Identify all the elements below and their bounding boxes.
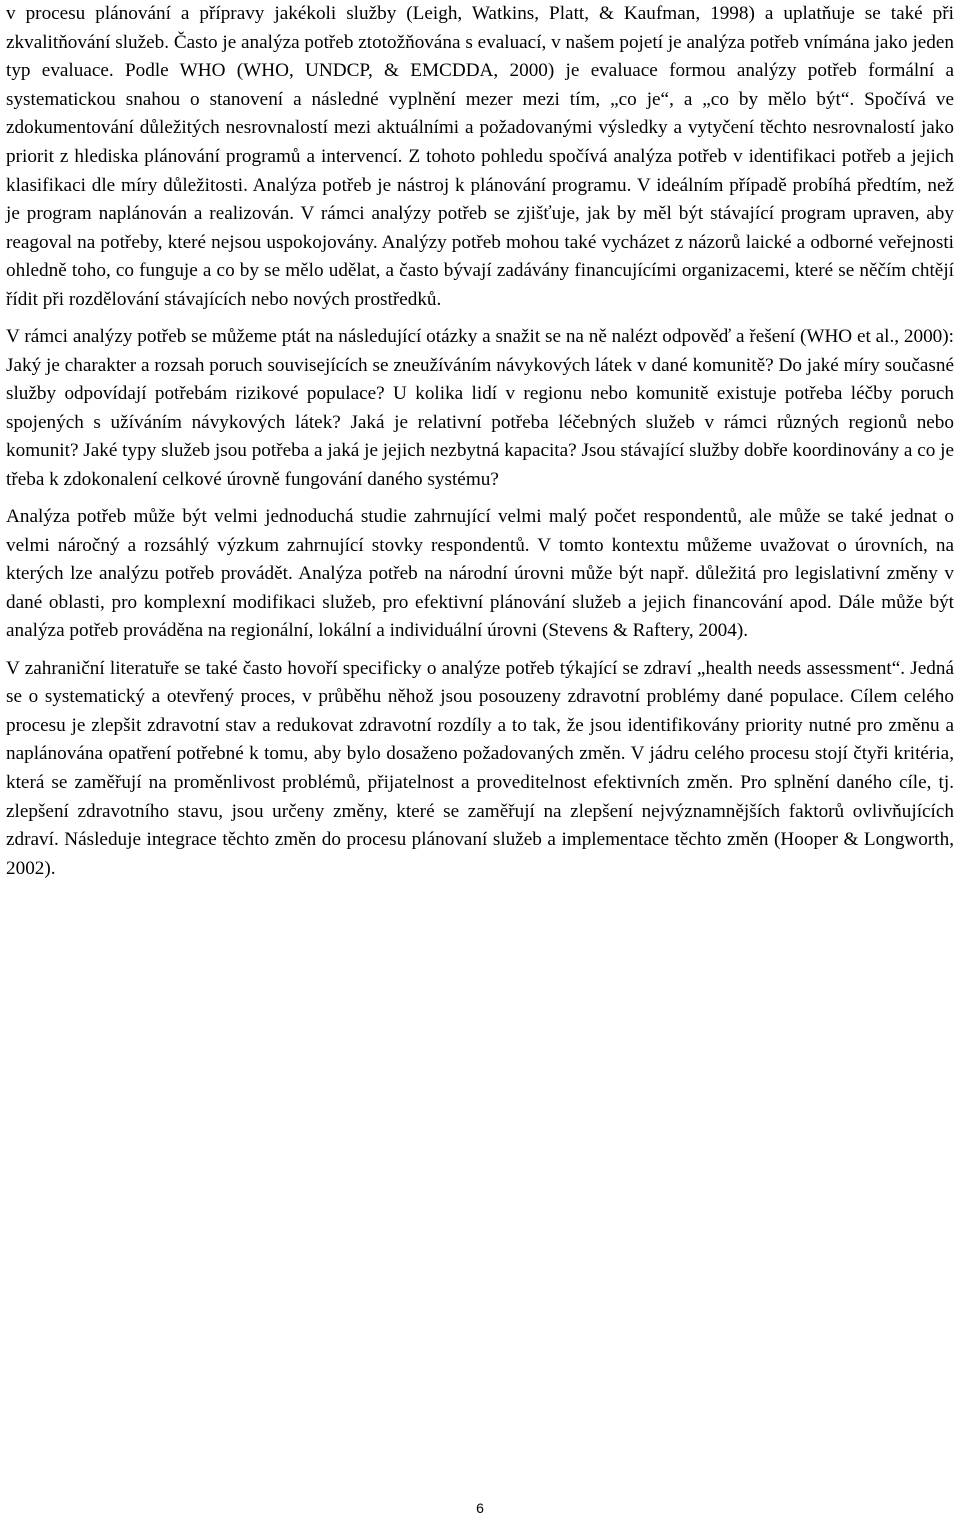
paragraph-needs-analysis-questions: V rámci analýzy potřeb se můžeme ptát na následující otázky a snažit se na ně nalézt odpověď a řešení (WHO et al., 2000): Jaký je charakter a rozsah poruch souvisejících se zneužíváním návykových látek v dané komunitě? Do jaké míry současné služby odpovídají potřebám rizikové populace? U kolika lidí v regionu nebo komunitě existuje potřeba léčby poruch spojených s užíváním návykových látek? Jaká je relativní potřeba léčebných služeb v rámci různých regionů nebo komunit? Jaké typy služeb jsou potřeba a jaká je jejich nezbytná kapacita? Jsou stávající služby dobře koordinovány a co je třeba k zdokonalení celkové úrovně fungování daného systému?	[6, 326, 954, 490]
document-page	[6, 0, 954, 883]
page-number: 6	[476, 1500, 484, 1516]
paragraph-needs-analysis-levels: Analýza potřeb může být velmi jednoduchá studie zahrnující velmi malý počet respondentů, ale může se také jednat o velmi náročný a rozsáhlý výzkum zahrnující stovky respondentů. V tomto kontextu můžeme uvažovat o úrovních, na kterých lze analýzu potřeb provádět. Analýza potřeb na národní úrovni může být např. důležitá pro legislativní změny v dané oblasti, pro komplexní modifikaci služeb, pro efektivní plánování služeb a jejich financování apod. Dále může být analýza potřeb prováděna na regionální, lokální a individuální úrovni (Stevens & Raftery, 2004).	[6, 506, 954, 642]
paragraph-needs-analysis-definition: v procesu plánování a přípravy jakékoli služby (Leigh, Watkins, Platt, & Kaufman, 1998) a uplatňuje se také při zkvalitňování služeb. Často je analýza potřeb ztotožňována s evaluací, v našem pojetí je analýza potřeb vnímána jako jeden typ evaluace. Podle WHO (WHO, UNDCP, & EMCDDA, 2000) je evaluace formou analýzy potřeb formální a systematickou snahou o stanovení a následné vyplnění mezer mezi tím, „co je“, a „co by mělo být“. Spočívá ve zdokumentování důležitých nesrovnalostí mezi aktuálními a požadovanými výsledky a vytyčení těchto nesrovnalostí jako priorit z hlediska plánování programů a intervencí. Z tohoto pohledu spočívá analýza potřeb v identifikaci potřeb a jejich klasifikaci dle míry důležitosti. Analýza potřeb je nástroj k plánování programu. V ideálním případě probíhá předtím, než je program naplánován a realizován. V rámci analýzy potřeb se zjišťuje, jak by měl být stávající program upraven, aby reagoval na potřeby, které nejsou uspokojovány. Analýzy potřeb mohou také vycházet z názorů laické a odborné veřejnosti ohledně toho, co funguje a co by se mělo udělat, a často bývají zadávány financujícími organizacemi, které se něčím chtějí řídit při rozdělování stávajících nebo nových prostředků.	[6, 3, 954, 310]
paragraph-health-needs-assessment: V zahraniční literatuře se také často hovoří specificky o analýze potřeb týkající se zdraví „health needs assessment“. Jedná se o systematický a otevřený proces, v průběhu něhož jsou posouzeny zdravotní problémy dané populace. Cílem celého procesu je zlepšit zdravotní stav a redukovat zdravotní rozdíly a to tak, že jsou identifikovány priority nutné pro změnu a naplánována opatření potřebné k tomu, aby bylo dosaženo požadovaných změn. V jádru celého procesu stojí čtyři kritéria, která se zaměřují na proměnlivost problémů, přijatelnost a proveditelnost efektivních změn. Pro splnění daného cíle, tj. zlepšení zdravotního stavu, jsou určeny změny, které se zaměřují na zlepšení nejvýznamnějších faktorů ovlivňujících zdraví. Následuje integrace těchto změn do procesu plánovaní služeb a implementace těchto změn (Hooper & Longworth, 2002).	[6, 657, 954, 879]
